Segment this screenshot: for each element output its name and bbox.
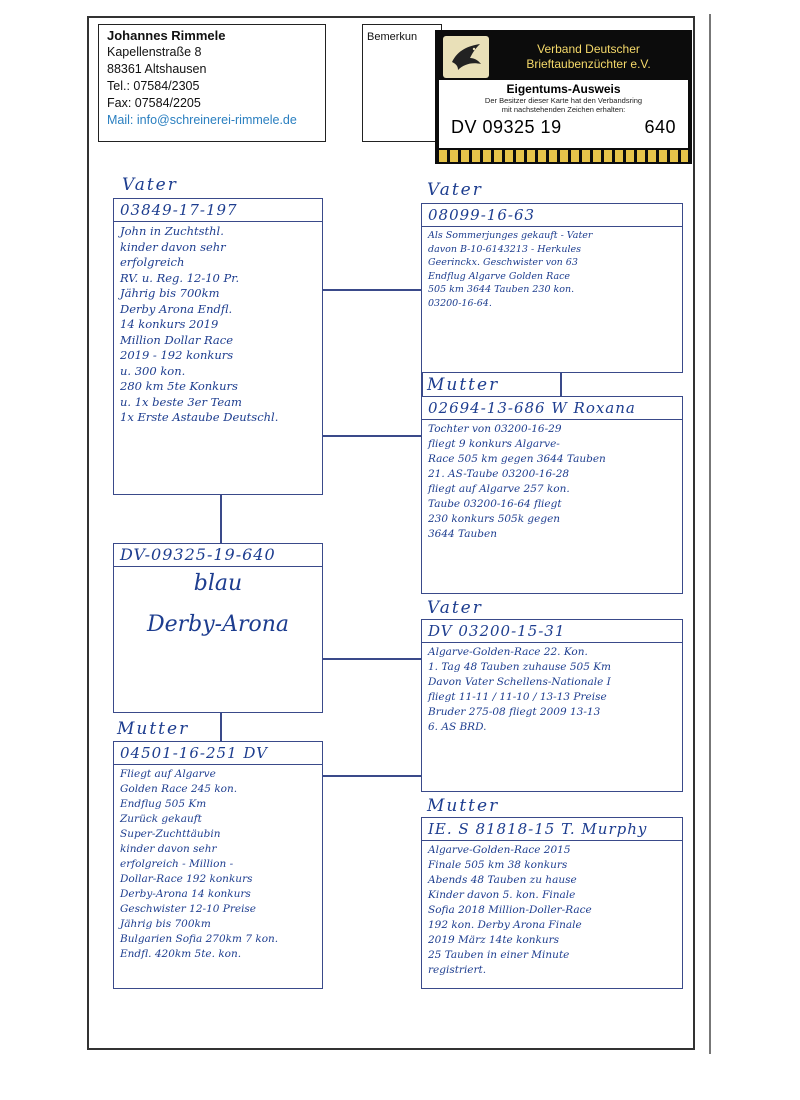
connector-mother-mf bbox=[323, 658, 421, 660]
ff-label: Vater bbox=[427, 180, 483, 200]
connector-father-ff bbox=[323, 289, 421, 291]
connector-mother-mm bbox=[323, 775, 421, 777]
bird-line: Derby-Arona bbox=[146, 612, 290, 637]
breeder-fax: Fax: 07584/2205 bbox=[107, 96, 201, 110]
card-ring-main: DV 09325 19 bbox=[451, 117, 562, 137]
connector-father-fm bbox=[323, 435, 421, 437]
breeder-street: Kapellenstraße 8 bbox=[107, 45, 202, 59]
remarks-label: Bemerkun bbox=[367, 31, 418, 43]
mother-box bbox=[113, 741, 323, 989]
mm-label: Mutter bbox=[427, 796, 500, 816]
page-edge-line bbox=[709, 14, 711, 1054]
card-text-1: Der Besitzer dieser Karte hat den Verbandsring bbox=[484, 96, 643, 105]
mf-box bbox=[421, 619, 683, 792]
remarks-box bbox=[362, 24, 442, 142]
fm-ring: 02694-13-686 W Roxana bbox=[422, 397, 682, 420]
father-label: Vater bbox=[122, 175, 178, 195]
card-ring-number bbox=[445, 117, 682, 138]
father-box bbox=[113, 198, 323, 495]
connector-bird-mother bbox=[220, 713, 222, 741]
connector-ff-fm-right bbox=[560, 372, 562, 396]
card-organization bbox=[489, 42, 688, 72]
card-org-line2: Brieftaubenzüchter e.V. bbox=[526, 57, 651, 71]
bird-color: blau bbox=[193, 571, 243, 596]
card-org-line1: Verband Deutscher bbox=[537, 42, 640, 56]
mf-label: Vater bbox=[427, 598, 483, 618]
mf-text: Algarve-Golden-Race 22. Kon. 1. Tag 48 Tauben zuhause 505 Km Davon Vater Schellens-Nationale I fliegt 11-11 / 11-10 / 13-13 Preise Bruder 275-08 fliegt 2009 13-13 6. AS BRD. bbox=[428, 646, 612, 733]
card-ornament-band bbox=[439, 150, 688, 162]
card-title: Eigentums-Ausweis bbox=[506, 82, 621, 96]
fm-box bbox=[421, 396, 683, 594]
card-header bbox=[439, 34, 688, 80]
breeder-name: Johannes Rimmele bbox=[107, 28, 226, 43]
mm-ring: IE. S 81818-15 T. Murphy bbox=[422, 818, 682, 841]
breeder-tel: Tel.: 07584/2305 bbox=[107, 79, 200, 93]
bird-ring: DV-09325-19-640 bbox=[114, 544, 322, 567]
breeder-address bbox=[98, 24, 326, 142]
ff-text: Als Sommerjunges gekauft - Vater davon B-10-6143213 - Herkules Geerinckx. Geschwister von 63 Endflug Algarve Golden Race 505 km 3644 Tauben 230 kon. 03200-16-64. bbox=[428, 230, 593, 309]
ownership-card bbox=[435, 30, 692, 164]
mother-ring: 04501-16-251 DV bbox=[114, 742, 322, 765]
fm-text: Tochter von 03200-16-29 fliegt 9 konkurs Algarve- Race 505 km gegen 3644 Tauben 21. AS-Taube 03200-16-28 fliegt auf Algarve 257 kon. Taube 03200-16-64 fliegt 230 konkurs 505k gegen 3644 Tauben bbox=[428, 423, 606, 540]
bird-box bbox=[113, 543, 323, 713]
father-ring: 03849-17-197 bbox=[114, 199, 322, 222]
card-ring-suffix: 640 bbox=[644, 117, 676, 137]
card-text-2: mit nachstehenden Zeichen erhalten: bbox=[501, 105, 626, 114]
card-body bbox=[439, 80, 688, 148]
mm-box bbox=[421, 817, 683, 989]
pigeon-logo-icon bbox=[443, 36, 489, 78]
mm-text: Algarve-Golden-Race 2015 Finale 505 km 38 konkurs Abends 48 Tauben zu hause Kinder davon 5. kon. Finale Sofia 2018 Million-Doller-Race 192 kon. Derby Arona Finale 2019 März 14te konkurs 25 Tauben in einer Minute registriert. bbox=[428, 844, 592, 976]
ff-box bbox=[421, 203, 683, 373]
connector-ff-fm bbox=[421, 372, 423, 396]
breeder-mail: Mail: info@schreinerei-rimmele.de bbox=[107, 113, 297, 127]
mother-text: Fliegt auf Algarve Golden Race 245 kon. Endflug 505 Km Zurück gekauft Super-Zuchttäubin kinder davon sehr erfolgreich - Million - Dollar-Race 192 konkurs Derby-Arona 14 konkurs Geschwister 12-10 Preise Jährig bis 700km Bulgarien Sofia 270km 7 kon. Endfl. 420km 5te. kon. bbox=[120, 768, 279, 960]
mother-label: Mutter bbox=[117, 719, 190, 739]
fm-label: Mutter bbox=[427, 375, 500, 395]
breeder-city: 88361 Altshausen bbox=[107, 62, 207, 76]
mf-ring: DV 03200-15-31 bbox=[422, 620, 682, 643]
father-text: John in Zuchtsthl. kinder davon sehr erfolgreich RV. u. Reg. 12-10 Pr. Jährig bis 700km Derby Arona Endfl. 14 konkurs 2019 Million Dollar Race 2019 - 192 konkurs u. 300 kon. 280 km 5te Konkurs u. 1x beste 3er Team 1x Erste Astaube Deutschl. bbox=[120, 224, 279, 424]
ff-ring: 08099-16-63 bbox=[422, 204, 682, 227]
connector-father-bird bbox=[220, 495, 222, 543]
